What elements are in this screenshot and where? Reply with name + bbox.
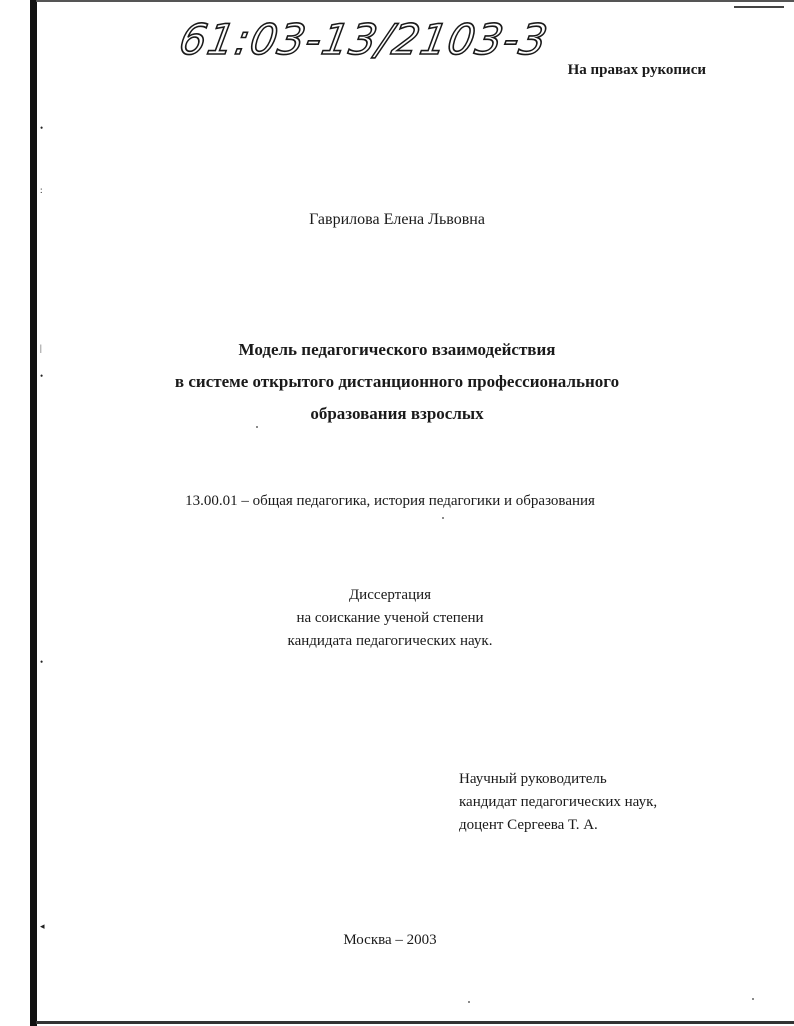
scan-corner-mark [734, 0, 784, 8]
title-line: Модель педагогического взаимодействия [238, 340, 556, 359]
title-line: образования взрослых [310, 404, 484, 423]
punch-hole-mark: • [40, 123, 44, 133]
rights-notice: На правах рукописи [567, 62, 706, 78]
thesis-line: кандидата педагогических наук. [287, 633, 493, 649]
scan-speck [468, 1001, 470, 1003]
scan-speck [752, 998, 754, 1000]
punch-hole-mark: : [40, 185, 43, 195]
scan-speck [442, 517, 444, 519]
specialty-code: 13.00.01 – общая педагогика, история педагогики и образования [185, 493, 595, 509]
scan-edge-top [36, 0, 794, 2]
svg-text:61:03-13/2103-3: 61:03-13/2103-3 [175, 15, 552, 64]
supervisor-line: кандидат педагогических наук, [459, 794, 658, 810]
city-year: Москва – 2003 [343, 932, 437, 948]
punch-hole-mark: • [40, 657, 44, 667]
thesis-description [0, 584, 780, 653]
scan-edge-bottom [36, 1021, 794, 1024]
supervisor-line: Научный руководитель [459, 771, 607, 787]
author-name: Гаврилова Елена Львовна [309, 211, 485, 228]
title-line: в системе открытого дистанционного профессионального [174, 372, 620, 391]
supervisor-line: доцент Сергеева Т. А. [459, 817, 598, 833]
punch-hole-mark: ◂ [40, 921, 45, 931]
punch-hole-mark: | [40, 343, 42, 353]
thesis-line: на соискание ученой степени [296, 610, 484, 626]
punch-hole-mark: • [40, 371, 44, 381]
handwritten-catalog-number [175, 6, 552, 72]
dissertation-title [0, 334, 794, 430]
scan-edge-left [30, 0, 37, 1026]
thesis-line: Диссертация [348, 587, 432, 603]
supervisor-block [459, 768, 657, 837]
